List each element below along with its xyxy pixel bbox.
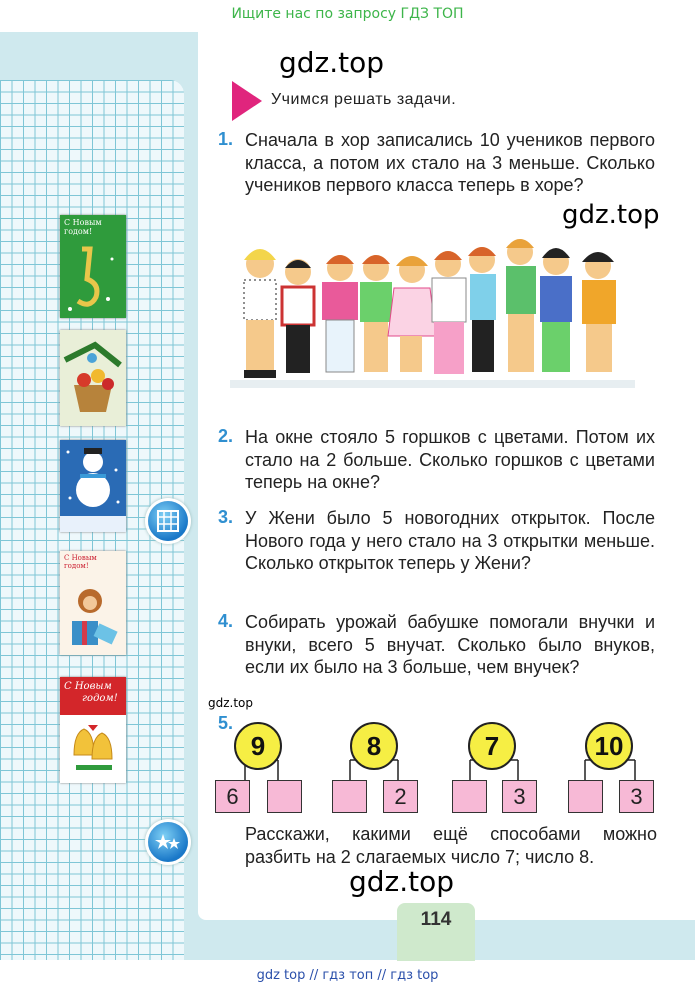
page-number: 114 [420,909,452,930]
addend-box-3b[interactable]: 3 [502,780,537,813]
task-3-number: 3. [218,507,234,527]
task-1-text: Сначала в хор записались 10 учеников первого класса, а потом их стало на 3 меньше. Сколько учеников первого класса теперь в хоре? [245,130,655,196]
task-4-text: Собирать урожай бабушке помогали внучки и внуки, всего 5 внучат. Сколько было внуков, если их было на 3 больше, чем внучек? [245,612,655,678]
addend-box-2a[interactable] [332,780,367,813]
card-horn-text: С Новым годом! [64,218,102,236]
total-circle-4: 10 [585,722,633,770]
watermark-small: gdz.top [208,696,254,710]
addend-box-1a[interactable]: 6 [215,780,250,813]
addend-box-1b[interactable] [267,780,302,813]
watermark-top: gdz.top [279,46,385,79]
footer-links[interactable]: gdz top // гдз топ // гдз top [256,968,439,983]
card-monkey-text: С Новым годом! [64,554,97,570]
watermark-bottom: gdz.top [349,865,455,898]
top-banner[interactable]: Ищите нас по запросу ГДЗ ТОП [231,6,464,22]
total-circle-2: 8 [350,722,398,770]
task-2-number: 2. [218,426,234,446]
addend-box-2b[interactable]: 2 [383,780,418,813]
card-bells-line1: С Новым [64,681,112,692]
section-title: Учимся решать задачи. [271,91,457,108]
task-4-number: 4. [218,611,234,631]
watermark-mid: gdz.top [562,200,660,230]
total-circle-3: 7 [468,722,516,770]
addend-box-4a[interactable] [568,780,603,813]
task-2-text: На окне стояло 5 горшков с цветами. Потом их стало на 2 больше. Сколько горшков с цветами теперь на окне? [245,427,655,493]
task-3-text: У Жени было 5 новогодних открыток. После Нового года у него стало на 3 открытки меньше. Сколько открыток теперь у Жени? [245,508,655,574]
addend-box-4b[interactable]: 3 [619,780,654,813]
task-5-number: 5. [218,713,234,733]
card-bells-line2: годом! [82,693,118,704]
total-circle-1: 9 [234,722,282,770]
addend-box-3a[interactable] [452,780,487,813]
task-5-question: Расскажи, какими ещё способами можно разбить на 2 слагаемых число 7; число 8. [245,824,657,867]
task-1-number: 1. [218,129,234,149]
